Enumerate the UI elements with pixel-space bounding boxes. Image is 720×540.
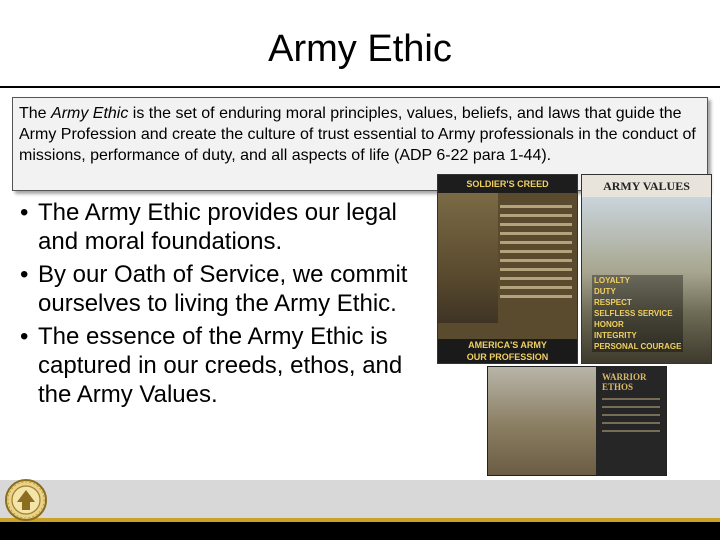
bullet-glyph: •: [20, 199, 29, 226]
footer-line-2: OUR PROFESSION: [466, 352, 549, 362]
value-item: LOYALTY: [592, 275, 683, 286]
value-item: PERSONAL COURAGE: [594, 342, 682, 351]
bullet-text: The essence of the Army Ethic is captured in our creeds, ethos, and the Army Values.: [38, 323, 403, 408]
soldiers-creed-poster: [437, 174, 578, 364]
warrior-ethos-poster: [487, 366, 667, 476]
warrior-ethos-panel: [596, 367, 666, 475]
definition-prefix: The: [19, 105, 52, 122]
army-values-list: [592, 275, 683, 352]
value-item: INTEGRITY: [592, 330, 683, 341]
definition-text: is the set of enduring moral principles, values, beliefs, and laws that guide the Army Profession and create the culture of trust essential to Army professionals in the conduct of missions, performance of duty, and all aspects of life (ADP 6-22 para 1-44).: [19, 105, 696, 164]
bullet-glyph: •: [20, 323, 29, 350]
bullet-item: [20, 260, 430, 318]
army-values-poster: [581, 174, 712, 364]
bullet-text: By our Oath of Service, we commit ourselves to living the Army Ethic.: [38, 261, 408, 317]
bullet-text: The Army Ethic provides our legal and moral foundations.: [38, 199, 397, 255]
value-item: DUTY: [592, 286, 683, 297]
footer-band: [0, 480, 720, 518]
warrior-ethos-header: [596, 367, 666, 392]
warrior-ethos-header-line1: WARRIOR: [602, 372, 647, 382]
soldier-photo: [438, 193, 498, 323]
value-item: HONOR: [592, 319, 683, 330]
bullet-item: [20, 198, 430, 256]
value-item: SELFLESS SERVICE: [592, 308, 683, 319]
warrior-ethos-header-line2: ETHOS: [602, 382, 634, 392]
footer-line-1: AMERICA'S ARMY: [468, 340, 547, 350]
army-values-header: ARMY VALUES: [582, 175, 711, 197]
title-divider: [0, 86, 720, 88]
value-item: RESPECT: [592, 297, 683, 308]
bullet-item: [20, 322, 430, 409]
soldiers-field-photo: [488, 367, 596, 475]
bullet-list: [20, 198, 430, 413]
slide-title: Army Ethic: [268, 28, 452, 70]
army-profession-seal-icon: [4, 478, 48, 522]
soldiers-creed-footer: [438, 339, 577, 363]
creed-text-block: [500, 199, 572, 321]
footer-black-bar: [0, 522, 720, 540]
soldiers-creed-header: SOLDIER'S CREED: [438, 175, 577, 193]
definition-term: Army Ethic: [51, 105, 129, 122]
bullet-glyph: •: [20, 261, 29, 288]
